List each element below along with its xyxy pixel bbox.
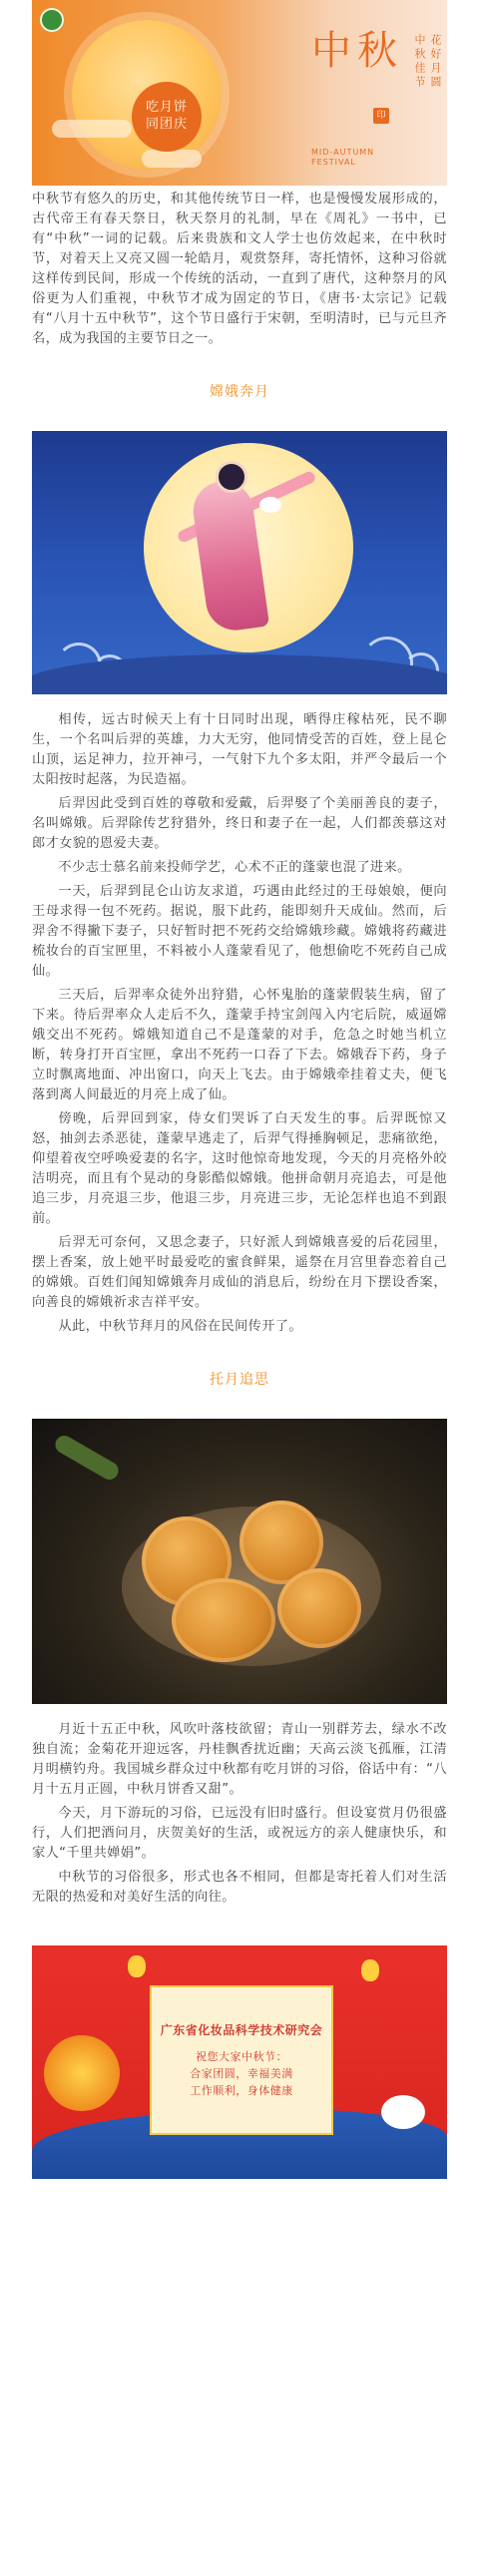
leaf-decoration [52,1433,122,1484]
seal-line: 吃月饼 同团庆 [145,100,188,132]
story-paragraph: 从此，中秋节拜月的风俗在民间传开了。 [58,1319,302,1334]
cloud-decoration [142,150,202,168]
mooncake [172,1578,275,1662]
story-paragraph: 三天后，后羿率众徒外出狩猎，心怀鬼胎的蓬蒙假装生病，留了下来。待后羿率众人走后不久，蓬蒙手持宝剑闯入内宅后院，威逼嫦娥交出不死药。嫦娥知道自己不是蓬蒙的对手，危急之时她当机立断，转身打开百宝匣，拿出不死药一口吞了下去。嫦娥吞下药，身子立时飘离地面、冲出窗口，向天上飞去。由于嫦娥牵挂着丈夫，便飞落到离人间最近的月亮上成了仙。 [32,988,447,1102]
section-heading: 托月追思 [210,1372,269,1388]
cloud-decoration [52,120,132,138]
stamp-icon: 印 [373,108,389,124]
section-heading: 嫦娥奔月 [210,384,269,400]
change-illustration [32,431,447,694]
greeting-card [32,1945,447,2179]
hero-subtitle-en: MID-AUTUMN FESTIVAL [311,148,375,168]
change-head [216,461,247,493]
lantern-icon [128,1955,146,1977]
rabbit-icon [381,2095,425,2129]
mooncake [277,1568,361,1648]
hero-banner [32,0,447,186]
lantern-icon [361,1959,379,1981]
story-paragraph: 傍晚，后羿回到家，侍女们哭诉了白天发生的事。后羿既惊又怒，抽剑去杀恶徒，蓬蒙早逃走了，后羿气得捶胸顿足，悲痛欲绝，仰望着夜空呼唤爱妻的名字，这时他惊奇地发现，今天的月亮格外皎洁明亮，而且有个晃动的身影酷似嫦娥。他拼命朝月亮追去，可是他追三步，月亮退三步，他退三步，月亮进三步，无论怎样也追不到跟前。 [32,1111,447,1226]
hero-title: 中秋 [311,28,403,74]
hero-vertical-text: 中秋佳节 [413,34,426,90]
custom-paragraph: 今天，月下游玩的习俗，已远没有旧时盛行。但设宴赏月仍很盛行，人们把酒问月，庆贺美好的生活，或祝远方的亲人健康快乐，和家人“千里共婵娟”。 [32,1806,447,1861]
custom-paragraph: 中秋节的习俗很多，形式也各不相同，但都是寄托着人们对生活无限的热爱和对美好生活的向往。 [32,1870,447,1905]
story-paragraph: 后羿无可奈何，又思念妻子，只好派人到嫦娥喜爱的后花园里，摆上香案，放上她平时最爱吃的蜜食鲜果，遥祭在月宫里眷恋着自己的嫦娥。百姓们闻知嫦娥奔月成仙的消息后，纷纷在月下摆设香案，向善良的嫦娥祈求吉祥平安。 [32,1235,447,1310]
story-paragraph: 后羿因此受到百姓的尊敬和爱戴，后羿娶了个美丽善良的妻子，名叫嫦娥。后羿除传艺狩猎外，终日和妻子在一起，人们都羡慕这对郎才女貌的恩爱夫妻。 [32,796,447,851]
story-paragraph: 相传，远古时候天上有十日同时出现，晒得庄稼枯死，民不聊生，一个名叫后羿的英雄，力大无穷，他同情受苦的百姓，登上昆仑山顶，运足神力，拉开神弓，一气射下九个多太阳，并严令最后一个太阳按时起落，为民造福。 [32,712,447,787]
seal-text [132,82,202,152]
lion-dance-icon [44,2035,120,2111]
rabbit-icon [259,497,281,513]
poem-paragraph: 月近十五正中秋，风吹叶落枝欲留；青山一别群芳去，绿水不改独自流；金菊花开迎远客，丹桂飘香扰近幽；天高云淡飞孤雁，江清月明横钓舟。我国城乡群众过中秋都有吃月饼的习俗，俗话中有：“八月十五月正圆，中秋月饼香又甜”。 [32,1722,447,1797]
greeting-text: 祝您大家中秋节： 合家团圆，幸福美满 工作顺利，身体健康 [190,2050,293,2097]
intro-paragraph: 中秋节有悠久的历史，和其他传统节日一样，也是慢慢发展形成的，古代帝王有春天祭日，秋天祭月的礼制，早在《周礼》一书中，已有“中秋”一词的记载。后来贵族和文人学士也仿效起来，在中秋时节，对着天上又亮又圆一轮皓月，观赏祭拜，寄托情怀，这种习俗就这样传到民间，形成一个传统的活动，一直到了唐代，这种祭月的风俗更为人们重视，中秋节才成为固定的节日，《唐书·太宗记》记载有“八月十五中秋节”，这个节日盛行于宋朝，至明清时，已与元旦齐名，成为我国的主要节日之一。 [32,192,447,346]
organization-name: 广东省化妆品科学技术研究会 [160,2023,323,2037]
mooncake-photo [32,1419,447,1704]
hero-vertical-text: 花好月圆 [429,34,442,90]
greeting-scroll [150,1985,333,2135]
story-paragraph: 不少志士慕名前来投师学艺，心术不正的蓬蒙也混了进来。 [58,860,411,875]
story-paragraph: 一天，后羿到昆仑山访友求道，巧遇由此经过的王母娘娘，便向王母求得一包不死药。据说，服下此药，能即刻升天成仙。然而，后羿舍不得撇下妻子，只好暂时把不死药交给嫦娥珍藏。嫦娥将药藏进梳妆台的百宝匣里，不料被小人蓬蒙看见了，他想偷吃不死药自己成仙。 [32,884,447,979]
logo-icon [40,8,64,32]
